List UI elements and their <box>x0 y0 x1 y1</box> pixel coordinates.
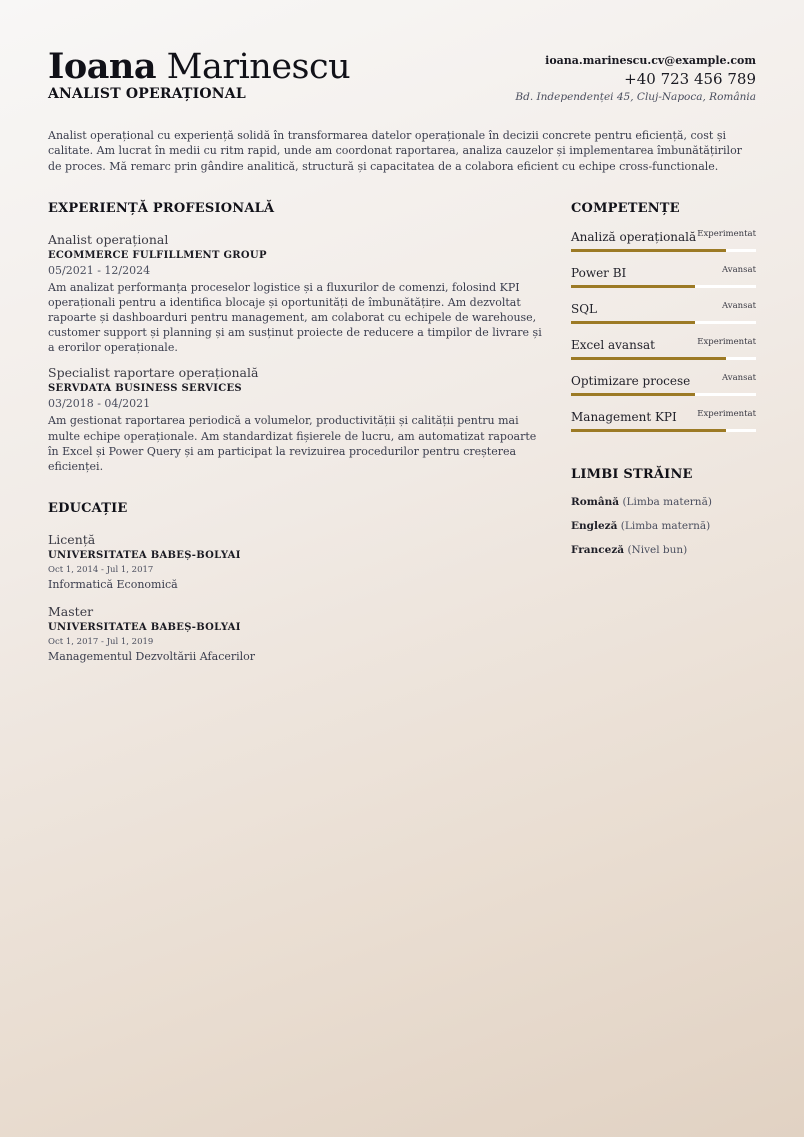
first-name: Ioana <box>48 46 157 87</box>
skill-bar-fill <box>571 249 726 252</box>
company-name: ECOMMERCE FULFILLMENT GROUP <box>48 250 267 261</box>
study-dates: Oct 1, 2017 - Jul 1, 2019 <box>48 636 154 647</box>
job-title: Analist operațional <box>48 232 169 247</box>
experience-section <box>48 200 543 474</box>
study-dates: Oct 1, 2014 - Jul 1, 2017 <box>48 564 154 575</box>
skill-level: Experimentat <box>697 337 756 347</box>
experience-entry <box>48 365 543 473</box>
skill-name: Analiză operațională <box>571 230 697 244</box>
company-name: SERVDATA BUSINESS SERVICES <box>48 383 242 395</box>
language-name: Engleză <box>571 520 618 532</box>
skill-bar-fill <box>571 321 695 324</box>
skills-title: COMPETENȚE <box>571 201 680 216</box>
degree: Licență <box>48 531 96 547</box>
skill-item <box>571 260 756 296</box>
skill-bar-track <box>571 321 756 324</box>
language-level: (Limba maternă) <box>622 496 712 508</box>
skill-name: Power BI <box>571 266 627 280</box>
candidate-name <box>48 46 350 88</box>
experience-entry <box>48 232 543 355</box>
skill-name: SQL <box>571 302 598 316</box>
language-item <box>571 538 756 562</box>
languages-section <box>571 466 756 562</box>
job-title: Specialist raportare operațională <box>48 365 259 381</box>
experience-title: EXPERIENȚĂ PROFESIONALĂ <box>48 201 275 216</box>
skill-item <box>571 332 756 368</box>
last-name: Marinescu <box>166 47 351 87</box>
language-level: (Nivel bun) <box>627 544 688 556</box>
contact-info <box>515 54 756 105</box>
skills-section <box>571 200 756 440</box>
skill-item <box>571 224 756 260</box>
degree: Master <box>48 603 94 619</box>
skill-bar-track <box>571 249 756 252</box>
language-name: Franceză <box>571 544 625 556</box>
employment-dates: 03/2018 - 04/2021 <box>48 397 151 411</box>
profile-summary: Analist operațional cu experiență solidă în transformarea datelor operaționale în decizii concrete pentru eficiență, cost și calitate. Am lucrat în medii cu ritm rapid, unde am coordonat raportarea, analiza cauzelor și implementarea îmbunătățirilor de proces. Mă remarc prin gândire analitică, structură și capacitatea de a colabora eficient cu echipe cross-functionale. <box>48 129 742 173</box>
phone-number[interactable]: +40 723 456 789 <box>624 70 756 88</box>
left-column <box>48 200 543 676</box>
skill-item <box>571 368 756 404</box>
skill-bar-fill <box>571 393 695 396</box>
skill-item <box>571 404 756 440</box>
job-role: ANALIST OPERAȚIONAL <box>48 86 246 102</box>
skill-level: Avansat <box>722 301 756 311</box>
education-entry <box>48 604 543 664</box>
language-item <box>571 514 756 538</box>
skill-bar-fill <box>571 285 695 288</box>
skill-name: Optimizare procese <box>571 374 691 388</box>
field-of-study: Managementul Dezvoltării Afacerilor <box>48 649 256 663</box>
institution: UNIVERSITATEA BABEȘ-BOLYAI <box>48 621 241 633</box>
skill-bar-fill <box>571 429 726 432</box>
email-link[interactable]: ioana.marinescu.cv@example.com <box>545 54 756 67</box>
skill-level: Experimentat <box>697 409 756 419</box>
skill-bar-track <box>571 285 756 288</box>
institution: UNIVERSITATEA BABEȘ-BOLYAI <box>48 549 241 561</box>
language-item <box>571 490 756 514</box>
skill-name: Management KPI <box>571 410 677 424</box>
address: Bd. Independenței 45, Cluj-Napoca, România <box>515 91 756 103</box>
right-column <box>571 200 756 562</box>
languages-title: LIMBI STRĂINE <box>571 467 693 482</box>
employment-dates: 05/2021 - 12/2024 <box>48 264 151 277</box>
resume-header <box>48 46 756 116</box>
skill-bar-track <box>571 429 756 432</box>
skill-bar-track <box>571 357 756 360</box>
skill-level: Avansat <box>722 373 756 383</box>
job-description: Am gestionat raportarea periodică a volumelor, productivității și calității pentru mai multe echipe operaționale. Am standardizat fișierele de lucru, am automatizat rapoarte în Excel și Power Query și am participat la revizuirea procedurilor pentru creșterea eficienței. <box>48 414 537 473</box>
skill-name: Excel avansat <box>571 338 655 352</box>
job-description: Am analizat performanța proceselor logistice și a fluxurilor de comenzi, folosind KPI operaționali pentru a identifica blocaje și oportunități de îmbunătățire. Am dezvoltat rapoarte și dashboarduri pentru management, am colaborat cu echipele de warehouse, customer support și planning și am susținut proiecte de reducere a timpilor de livrare și a erorilor operaționale. <box>48 281 542 355</box>
skill-level: Experimentat <box>697 229 756 239</box>
field-of-study: Informatică Economică <box>48 577 178 591</box>
language-name: Română <box>571 496 620 508</box>
education-section <box>48 500 543 664</box>
education-entry <box>48 532 543 592</box>
skill-item <box>571 296 756 332</box>
skill-bar-fill <box>571 357 726 360</box>
education-title: EDUCAȚIE <box>48 500 128 516</box>
language-level: (Limba maternă) <box>620 520 711 532</box>
skill-bar-track <box>571 393 756 396</box>
skill-level: Avansat <box>722 265 756 275</box>
